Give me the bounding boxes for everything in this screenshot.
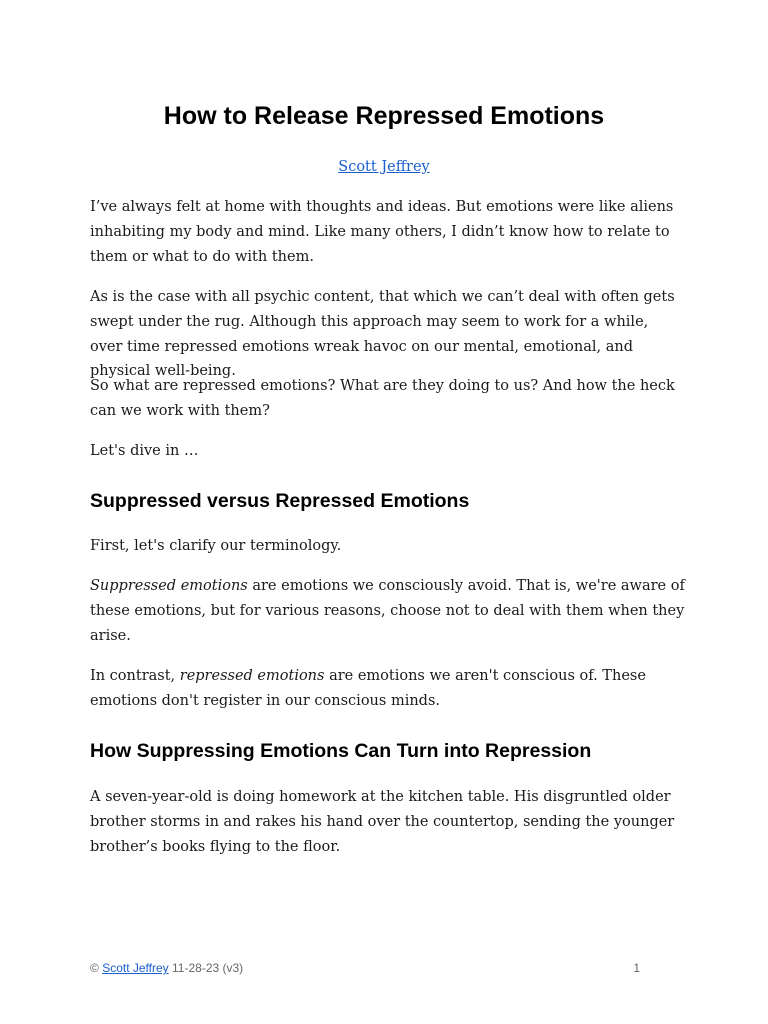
section1-paragraph-2: [90, 574, 685, 648]
suppressed-emotions-term: Suppressed emotions: [90, 578, 248, 594]
intro-paragraph-4: Let's dive in …: [90, 443, 199, 459]
repressed-emotions-term: repressed emotions: [179, 668, 325, 684]
footer-author-link[interactable]: Scott Jeffrey: [102, 961, 169, 975]
section1-paragraph-3: [90, 664, 685, 714]
section1-paragraph-3-text: are emotions we aren't conscious of. These emotions don't register in our conscious minds.: [90, 668, 646, 709]
page-title: How to Release Repressed Emotions: [163, 102, 605, 130]
copyright-symbol: ©: [90, 961, 99, 975]
section-heading-suppressing-to-repression: How Suppressing Emotions Can Turn into Repression: [90, 740, 592, 762]
section1-paragraph-1: First, let's clarify our terminology.: [90, 538, 342, 554]
section1-paragraph-2-text: are emotions we consciously avoid. That is, we're aware of these emotions, but for various reasons, choose not to deal with them when they arise.: [90, 578, 685, 644]
author-byline: [0, 155, 768, 179]
intro-paragraph-1: I’ve always felt at home with thoughts and ideas. But emotions were like aliens inhabiting my body and mind. Like many others, I didn’t know how to relate to them or what to do with them.: [90, 199, 674, 265]
page-number: 1: [633, 961, 640, 975]
footer-version: 11-28-23 (v3): [172, 961, 244, 975]
section-heading-suppressed-vs-repressed: Suppressed versus Repressed Emotions: [90, 490, 470, 512]
author-link[interactable]: Scott Jeffrey: [338, 159, 430, 175]
intro-paragraph-2: As is the case with all psychic content, that which we can’t deal with often gets swept under the rug. Although this approach may seem to work for a while, over time repressed emotions wreak havoc on our mental, emotional, and physical well-being.: [90, 289, 675, 380]
intro-paragraph-3: So what are repressed emotions? What are they doing to us? And how the heck can we work with them?: [90, 378, 675, 419]
section2-paragraph-1: A seven-year-old is doing homework at the kitchen table. His disgruntled older brother storms in and rakes his hand over the countertop, sending the younger brother’s books flying to the floor.: [90, 789, 675, 855]
page-footer: [90, 960, 243, 976]
section1-paragraph-3-lead: In contrast,: [90, 668, 180, 684]
